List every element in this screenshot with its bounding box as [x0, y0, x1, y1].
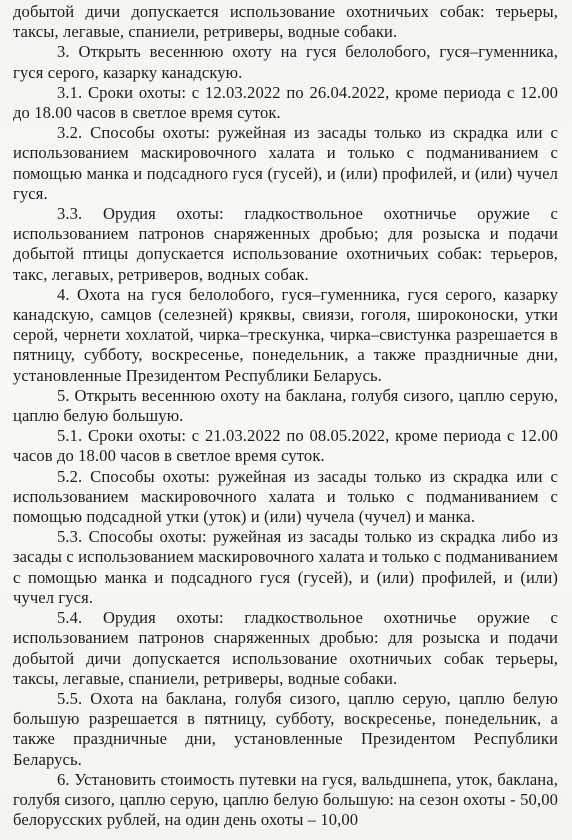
paragraph-3-3: 3.3. Орудия охоты: гладкоствольное охотничье оружие с использованием патронов снаряженных дробью; для розыска и подачи добытой птицы допускается использование охотничьих собак: терьеров, такс, легавых, ретриверов, водных собак.	[13, 204, 558, 284]
document-body	[13, 2, 558, 830]
paragraph-3: 3. Открыть весеннюю охоту на гуся белолобого, гуся–гуменника, гуся серого, казарку канадскую.	[13, 42, 558, 82]
paragraph-5-5: 5.5. Охота на баклана, голубя сизого, цаплю серую, цаплю белую большую разрешается в пятницу, субботу, воскресенье, понедельник, а также праздничные дни, установленные Президентом Республики Беларусь.	[13, 688, 558, 769]
paragraph-5-2: 5.2. Способы охоты: ружейная из засады только из скрадка или с использованием маскировочного халата и только с подманиванием с помощью подсадной утки (уток) и (или) чучела (чучел) и манка.	[13, 466, 558, 527]
paragraph-5-3: 5.3. Способы охоты: ружейная из засады только из скрадка либо из засады с использованием маскировочного халата и только с подманиванием с помощью манка и подсадного гуся (гусей), и (или) профилей, и (или) чучел гуся.	[13, 527, 558, 607]
paragraph-5-4: 5.4. Орудия охоты: гладкоствольное охотничье оружие с использованием патронов снаряженных дробью: для розыска и подачи добытой дичи допускается использование охотничьих собак терьеры, таксы, легавые, спаниели, ретриверы, водные собаки.	[13, 608, 558, 688]
paragraph-5: 5. Открыть весеннюю охоту на баклана, голубя сизого, цаплю серую, цаплю белую большую.	[13, 385, 558, 426]
paragraph-continuation: добытой дичи допускается использование охотничьих собак: терьеры, таксы, легавые, спаниели, ретриверы, водные собаки.	[13, 2, 558, 42]
paragraph-3-2: 3.2. Способы охоты: ружейная из засады только из скрадка или с использованием маскировочного халата и только с подманиванием с помощью манка и подсадного гуся (гусей), и (или) профилей, и (или) чучел гуся.	[13, 123, 558, 203]
paragraph-3-1: 3.1. Сроки охоты: с 12.03.2022 по 26.04.2022, кроме периода с 12.00 до 18.00 часов в светлое время суток.	[13, 82, 558, 123]
paragraph-5-1: 5.1. Сроки охоты: с 21.03.2022 по 08.05.2022, кроме периода с 12.00 часов до 18.00 часов в светлое время суток.	[13, 426, 558, 466]
paragraph-6: 6. Установить стоимость путевки на гуся, вальдшнепа, уток, баклана, голубя сизого, цаплю серую, цаплю белую большую: на сезон охоты - 50,00 белорусских рублей, на один день охоты – 10,00	[13, 769, 558, 830]
paragraph-4: 4. Охота на гуся белолобого, гуся–гуменника, гуся серого, казарку канадскую, самцов (селезней) кряквы, свиязи, гоголя, широконоски, утки серой, чернети хохлатой, чирка–трескунка, чирка–свистунка разрешается в пятницу, субботу, воскресенье, понедельник, а также праздничные дни, установленные Президентом Республики Беларусь.	[13, 284, 558, 385]
